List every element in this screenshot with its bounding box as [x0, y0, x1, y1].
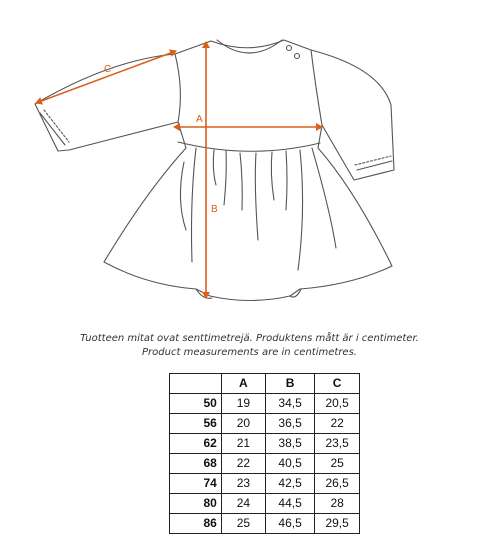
table-row: [170, 394, 360, 414]
b-cell: 40,5: [265, 454, 314, 474]
header-a: A: [221, 374, 265, 394]
b-cell: 38,5: [265, 434, 314, 454]
skirt-fold: [192, 148, 197, 262]
size-cell: 62: [170, 434, 222, 454]
skirt-fold: [298, 150, 303, 270]
skirt-fold: [180, 162, 186, 230]
right-cuff-stitch: [355, 156, 391, 165]
a-cell: 23: [221, 474, 265, 494]
c-cell: 28: [315, 494, 360, 514]
b-cell: 36,5: [265, 414, 314, 434]
skirt-fold: [224, 151, 226, 205]
table-row: [170, 474, 360, 494]
a-cell: 24: [221, 494, 265, 514]
size-cell: 68: [170, 454, 222, 474]
measure-label-c: C: [104, 64, 112, 75]
c-cell: 22: [315, 414, 360, 434]
c-cell: 23,5: [315, 434, 360, 454]
waist-seam: [178, 142, 320, 151]
measure-label-a: A: [196, 114, 203, 125]
c-cell: 20,5: [315, 394, 360, 414]
right-cuff: [357, 161, 392, 170]
table-row: [170, 514, 360, 534]
skirt-fold: [286, 151, 287, 210]
size-cell: 80: [170, 494, 222, 514]
caption-line-2: Product measurements are in centimetres.: [142, 347, 357, 358]
skirt-fold: [271, 152, 274, 200]
right-shoulder-seam: [311, 50, 322, 125]
a-cell: 22: [221, 454, 265, 474]
c-cell: 26,5: [315, 474, 360, 494]
table-row: [170, 434, 360, 454]
c-cell: 25: [315, 454, 360, 474]
a-cell: 25: [221, 514, 265, 534]
skirt-fold: [255, 153, 258, 240]
skirt-fold: [240, 153, 242, 210]
neckline: [217, 40, 282, 53]
caption-line-1: Tuotteen mitat ovat senttimetrejä. Produktens mått är i centimeter.: [80, 333, 419, 344]
header-c: C: [315, 374, 360, 394]
size-table: [169, 373, 360, 534]
a-cell: 19: [221, 394, 265, 414]
shoulder-button-2: [295, 54, 300, 59]
a-cell: 20: [221, 414, 265, 434]
table-row: [170, 494, 360, 514]
header-b: B: [265, 374, 314, 394]
left-cuff-stitch: [44, 110, 69, 142]
skirt-fold: [213, 150, 216, 185]
size-cell: 74: [170, 474, 222, 494]
b-cell: 42,5: [265, 474, 314, 494]
size-cell: 86: [170, 514, 222, 534]
size-cell: 50: [170, 394, 222, 414]
measure-line-c: [36, 51, 176, 103]
leg-opening-right: [290, 289, 301, 297]
c-cell: 29,5: [315, 514, 360, 534]
size-cell: 56: [170, 414, 222, 434]
left-shoulder-seam: [175, 54, 180, 122]
table-header-row: [170, 374, 360, 394]
shoulder-button-1: [287, 46, 292, 51]
garment-body-outline: [35, 40, 394, 301]
table-row: [170, 454, 360, 474]
measure-label-b: B: [211, 204, 218, 215]
table-row: [170, 414, 360, 434]
a-cell: 21: [221, 434, 265, 454]
header-size: [170, 374, 222, 394]
b-cell: 44,5: [265, 494, 314, 514]
b-cell: 34,5: [265, 394, 314, 414]
b-cell: 46,5: [265, 514, 314, 534]
skirt-fold: [312, 148, 336, 248]
